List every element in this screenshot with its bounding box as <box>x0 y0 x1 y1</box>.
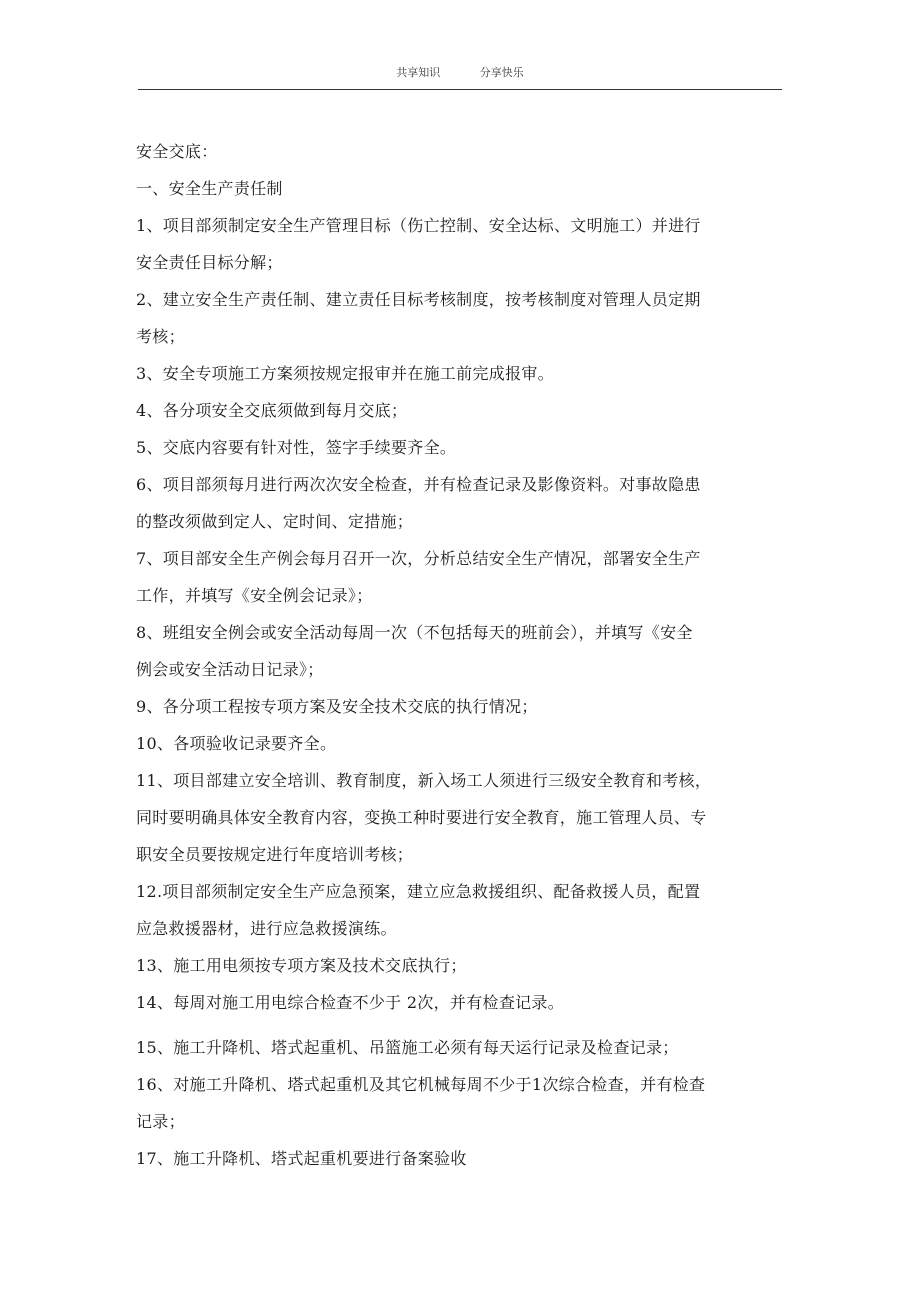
doc-line: 10、各项验收记录要齐全。 <box>136 734 337 753</box>
doc-line: 考核； <box>136 327 185 346</box>
doc-line: 2、建立安全生产责任制、建立责任目标考核制度，按考核制度对管理人员定期 <box>136 290 701 309</box>
doc-line: 例会或安全活动日记录》； <box>136 660 324 679</box>
doc-line: 14、每周对施工用电综合检查不少于 2次，并有检查记录。 <box>136 993 565 1012</box>
doc-line: 17、施工升降机、塔式起重机要进行备案验收 <box>136 1149 467 1168</box>
header-left-text: 共享知识 <box>396 66 441 79</box>
header-right-text: 分享快乐 <box>479 66 524 79</box>
doc-line: 9、各分项工程按专项方案及安全技术交底的执行情况； <box>136 697 538 716</box>
doc-line: 6、项目部须每月进行两次次安全检查，并有检查记录及影像资料。对事故隐患 <box>136 475 701 494</box>
doc-line: 记录； <box>136 1112 185 1131</box>
section-title: 一、安全生产责任制 <box>136 179 283 198</box>
doc-line: 应急救援器材，进行应急救援演练。 <box>136 919 397 938</box>
doc-line: 7、项目部安全生产例会每月召开一次，分析总结安全生产情况，部署安全生产 <box>136 549 701 568</box>
doc-line: 安全责任目标分解； <box>136 253 283 272</box>
doc-line: 职安全员要按规定进行年度培训考核； <box>136 845 414 864</box>
doc-line: 5、交底内容要有针对性，签字手续要齐全。 <box>136 438 457 457</box>
doc-line: 同时要明确具体安全教育内容，变换工种时要进行安全教育，施工管理人员、专 <box>136 808 707 827</box>
doc-line: 16、对施工升降机、塔式起重机及其它机械每周不少于1次综合检查，并有检查 <box>136 1075 706 1094</box>
doc-line: 1、项目部须制定安全生产管理目标（伤亡控制、安全达标、文明施工）并进行 <box>136 216 701 235</box>
doc-line: 11、项目部建立安全培训、教育制度，新入场工人须进行三级安全教育和考核， <box>136 771 712 790</box>
doc-line: 工作，并填写《安全例会记录》； <box>136 586 373 605</box>
doc-line: 的整改须做到定人、定时间、定措施； <box>136 512 414 531</box>
doc-line: 3、安全专项施工方案须按规定报审并在施工前完成报审。 <box>136 364 554 383</box>
page-header <box>138 64 782 90</box>
doc-line: 15、施工升降机、塔式起重机、吊篮施工必须有每天运行记录及检查记录； <box>136 1038 679 1057</box>
doc-line: 13、施工用电须按专项方案及技术交底执行； <box>136 956 467 975</box>
doc-line: 8、班组安全例会或安全活动每周一次（不包括每天的班前会），并填写《安全 <box>136 623 693 642</box>
doc-heading: 安全交底： <box>136 142 218 161</box>
doc-line: 12.项目部须制定安全生产应急预案，建立应急救援组织、配备救援人员，配置 <box>136 882 701 901</box>
doc-line: 4、各分项安全交底须做到每月交底； <box>136 401 408 420</box>
